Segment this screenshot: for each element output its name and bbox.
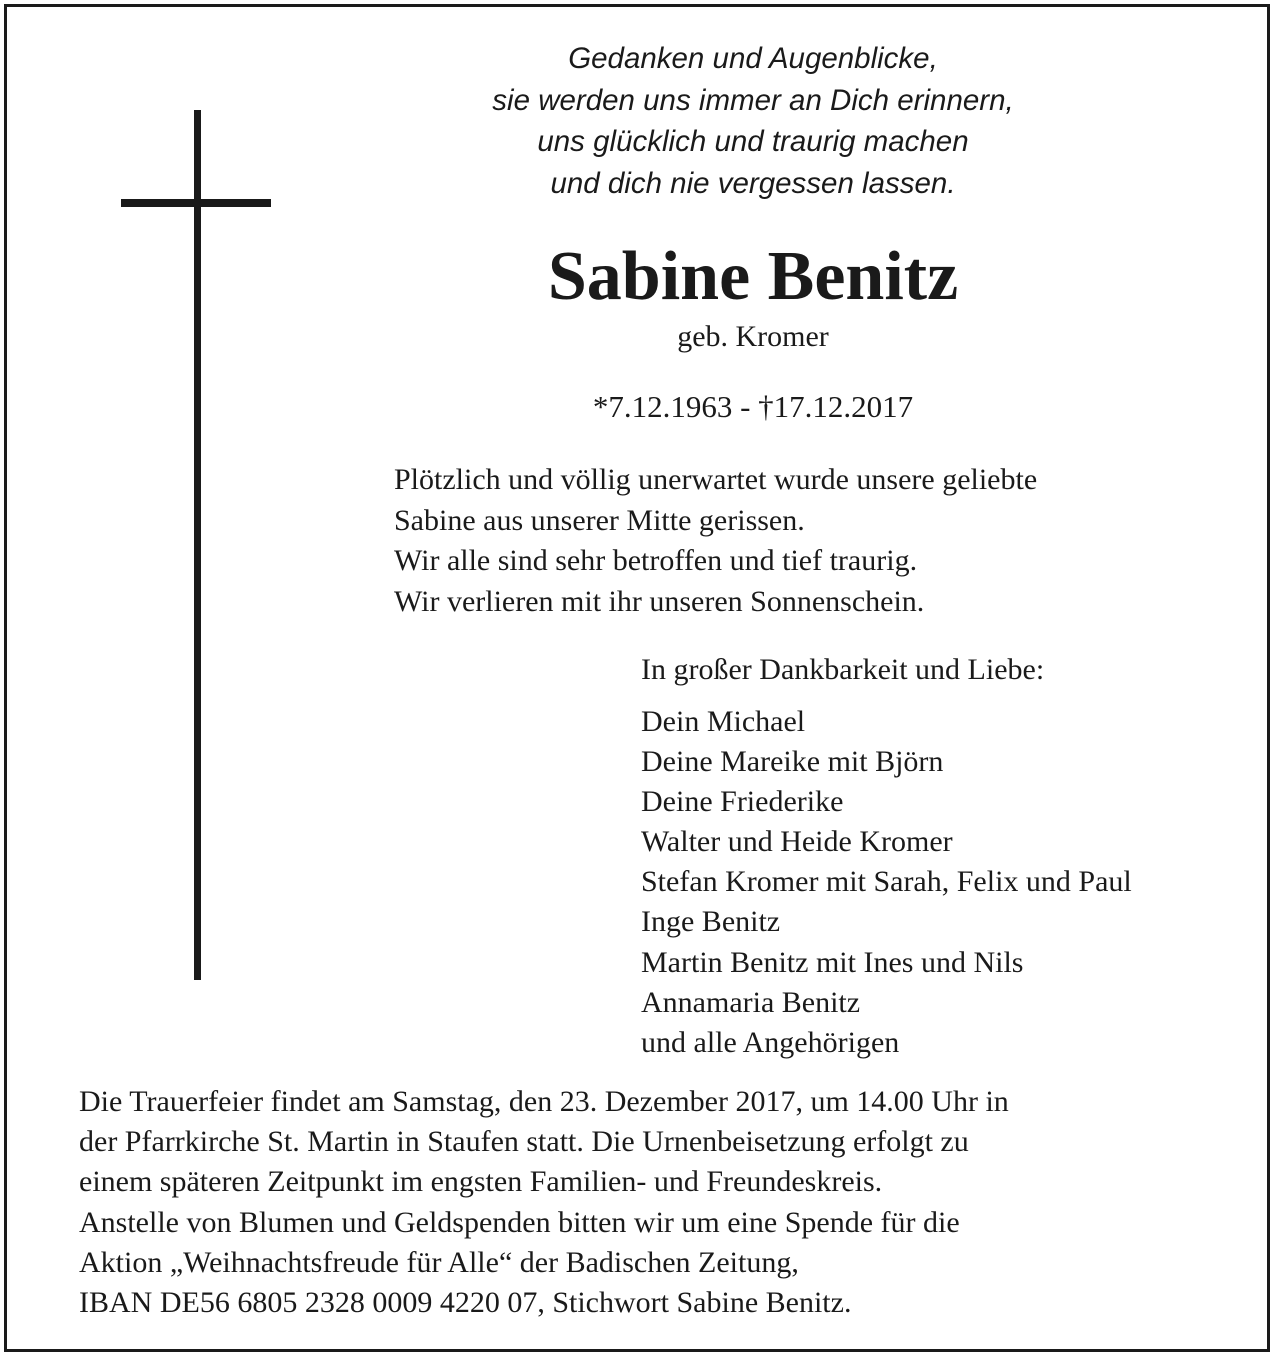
family-member: und alle Angehörigen — [641, 1025, 900, 1059]
notice-line: Anstelle von Blumen und Geldspenden bitten wir um eine Spende für die — [79, 1205, 960, 1239]
funeral-notice — [79, 1082, 1259, 1323]
poem — [380, 38, 1126, 204]
notice-line: einem späteren Zeitpunkt im engsten Familien- und Freundeskreis. — [79, 1165, 883, 1199]
deceased-name: Sabine Benitz — [547, 238, 959, 315]
family-member: Deine Friederike — [641, 785, 844, 819]
poem-line: und dich nie vergessen lassen. — [550, 166, 956, 200]
message-line: Wir alle sind sehr betroffen und tief traurig. — [394, 544, 918, 577]
thanks-line: In großer Dankbarkeit und Liebe: — [641, 653, 1045, 686]
life-dates: *7.12.1963 - †17.12.2017 — [592, 389, 914, 424]
notice-line: Die Trauerfeier findet am Samstag, den 23. Dezember 2017, um 14.00 Uhr in — [79, 1085, 1009, 1118]
family-member: Walter und Heide Kromer — [641, 825, 953, 859]
birth-name: geb. Kromer — [677, 320, 829, 353]
notice-line: IBAN DE56 6805 2328 0009 4220 07, Stichwort Sabine Benitz. — [79, 1286, 852, 1320]
message — [394, 460, 1214, 622]
cross-horizontal-beam — [121, 199, 271, 207]
message-line: Sabine aus unserer Mitte gerissen. — [394, 503, 805, 537]
notice-line: Aktion „Weihnachtsfreude für Alle“ der Badischen Zeitung, — [79, 1245, 799, 1279]
family-list — [641, 702, 1261, 1063]
family-member: Stefan Kromer mit Sarah, Felix und Paul — [641, 865, 1132, 899]
message-line: Wir verlieren mit ihr unseren Sonnenschein. — [394, 584, 925, 618]
notice-line: der Pfarrkirche St. Martin in Staufen statt. Die Urnenbeisetzung erfolgt zu — [79, 1125, 969, 1159]
family-member: Martin Benitz mit Ines und Nils — [641, 945, 1024, 979]
family-member: Annamaria Benitz — [641, 985, 861, 1019]
poem-line: uns glücklich und traurig machen — [537, 125, 969, 158]
family-member: Deine Mareike mit Björn — [641, 745, 944, 779]
poem-line: Gedanken und Augenblicke, — [568, 42, 938, 75]
cross-vertical-beam — [194, 110, 201, 980]
family-member: Inge Benitz — [641, 905, 781, 939]
message-line: Plötzlich und völlig unerwartet wurde unsere geliebte — [394, 463, 1038, 496]
family-member: Dein Michael — [641, 705, 806, 738]
poem-line: sie werden uns immer an Dich erinnern, — [492, 83, 1014, 117]
